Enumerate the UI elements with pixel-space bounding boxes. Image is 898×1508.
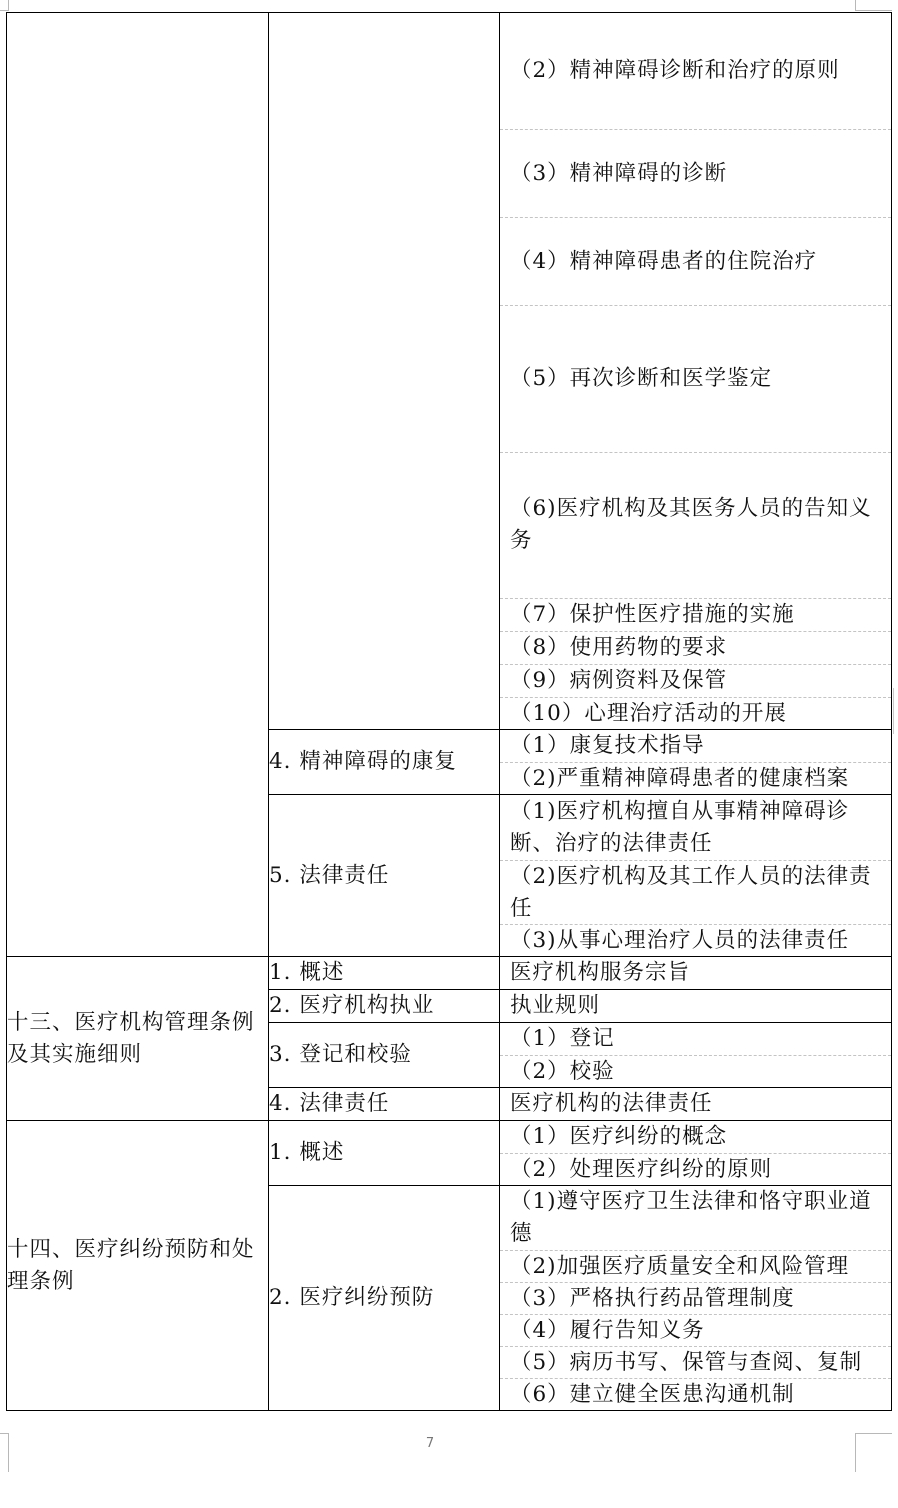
list-item: 执业规则 [510,993,601,1018]
items-cell [500,990,892,1023]
items-cell [500,13,892,730]
list-item: （2）精神障碍诊断和治疗的原则 [510,58,840,83]
margin-marker [893,688,898,734]
topic-cell: 2. 医疗纠纷预防 [269,1186,500,1411]
section-cell: 十四、医疗纠纷预防和处理条例 [7,1121,269,1411]
list-item: （1）医疗纠纷的概念 [510,1124,728,1149]
list-item: （1）康复技术指导 [510,733,705,758]
list-item: （2)严重精神障碍患者的健康档案 [500,762,891,794]
topic-cell: 5. 法律责任 [269,795,500,957]
crop-mark-top-left [0,0,9,11]
list-item: 医疗机构服务宗旨 [510,960,691,985]
section-cell: 十三、医疗机构管理条例及其实施细则 [7,957,269,1121]
crop-mark-top-right [855,0,892,11]
list-item: （2)医疗机构及其工作人员的法律责任 [500,860,891,924]
table-row [7,957,892,990]
syllabus-table [6,12,892,1411]
list-item: （5）病历书写、保管与查阅、复制 [500,1346,891,1378]
items-cell [500,730,892,795]
topic-cell: 2. 医疗机构执业 [269,990,500,1023]
list-item: （9）病例资料及保管 [500,664,891,697]
list-item: （1)医疗机构擅自从事精神障碍诊断、治疗的法律责任 [510,798,850,856]
list-item: （10）心理治疗活动的开展 [500,697,891,729]
topic-cell: 4. 法律责任 [269,1088,500,1121]
list-item: （1）登记 [510,1026,615,1051]
list-item: （5）再次诊断和医学鉴定 [500,305,891,452]
topic-cell [269,13,500,730]
list-item: （3）精神障碍的诊断 [500,129,891,217]
list-item: （2）处理医疗纠纷的原则 [500,1153,891,1185]
list-item: （1)遵守医疗卫生法律和恪守职业道德 [510,1189,872,1246]
items-cell [500,1186,892,1411]
table-row [7,13,892,730]
list-item: （3）严格执行药品管理制度 [500,1282,891,1314]
list-item: （6）建立健全医患沟通机制 [500,1378,891,1410]
section-cell [7,13,269,957]
topic-cell: 1. 概述 [269,1121,500,1186]
list-item: （2)加强医疗质量安全和风险管理 [500,1250,891,1282]
list-item: 医疗机构的法律责任 [510,1091,713,1116]
items-cell [500,1023,892,1088]
table-row [7,1121,892,1186]
list-item: （4）精神障碍患者的住院治疗 [500,217,891,305]
topic-cell: 4. 精神障碍的康复 [269,730,500,795]
page-number: 7 [425,1436,435,1451]
items-cell [500,795,892,957]
list-item: （8）使用药物的要求 [500,631,891,664]
list-item: （2）校验 [500,1055,891,1087]
items-cell [500,957,892,990]
crop-mark-bottom-right [855,1433,892,1472]
topic-cell: 1. 概述 [269,957,500,990]
list-item: （7）保护性医疗措施的实施 [500,598,891,631]
list-item: （6)医疗机构及其医务人员的告知义务 [500,452,891,598]
list-item: （3)从事心理治疗人员的法律责任 [500,924,891,956]
items-cell [500,1088,892,1121]
list-item: （4）履行告知义务 [500,1314,891,1346]
items-cell [500,1121,892,1186]
topic-cell: 3. 登记和校验 [269,1023,500,1088]
